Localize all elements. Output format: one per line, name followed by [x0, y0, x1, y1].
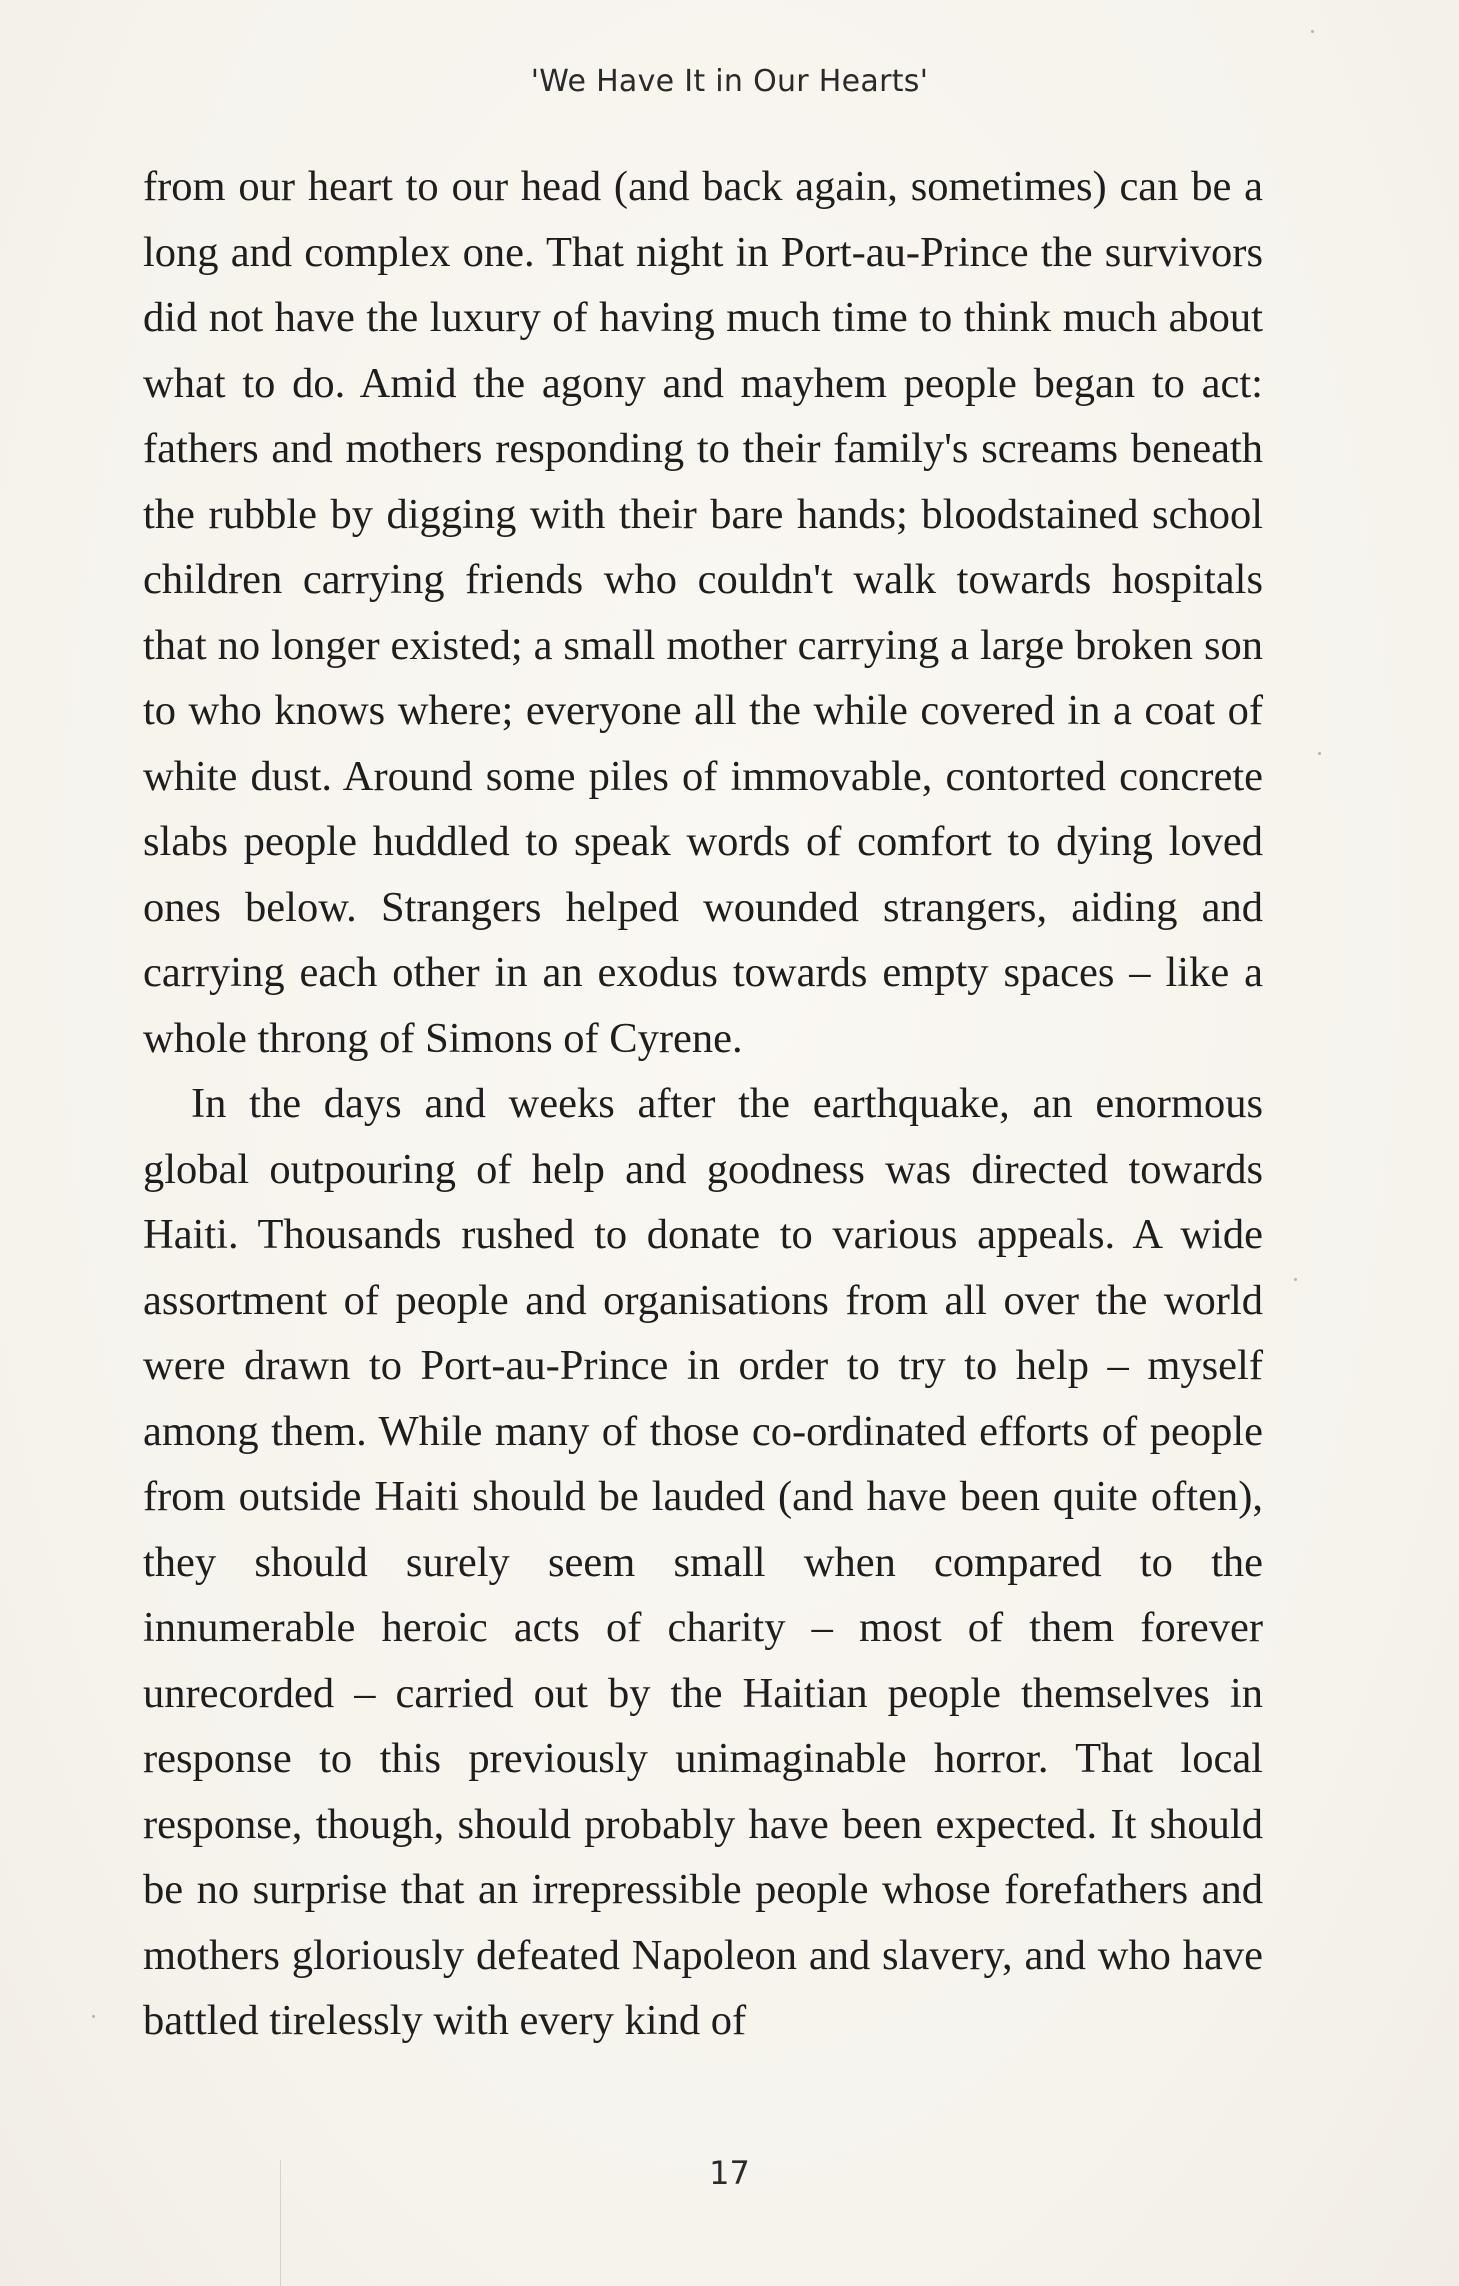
- body-text: [143, 154, 1263, 2054]
- paper-speck: [1311, 30, 1314, 33]
- paper-speck: [1294, 1278, 1297, 1281]
- paragraph-continued: from our heart to our head (and back again, sometimes) can be a long and complex one. That night in Port-au-Prince the survivors did not have the luxury of having much time to think much about what to do. Amid the agony and mayhem people began to act: fathers and mothers responding to their family's screams beneath the rubble by digging with their bare hands; bloodstained school children carrying friends who couldn't walk towards hospitals that no longer existed; a small mother carrying a large broken son to who knows where; everyone all the while covered in a coat of white dust. Around some piles of immovable, contorted concrete slabs people huddled to speak words of comfort to dying loved ones below. Strangers helped wounded strangers, aiding and carrying each other in an exodus towards empty spaces – like a whole throng of Simons of Cyrene.: [143, 163, 1263, 1062]
- paper-speck: [92, 2015, 95, 2018]
- page-number: 17: [709, 2154, 750, 2192]
- paper-speck: [1318, 752, 1321, 755]
- paragraph: In the days and weeks after the earthquake, an enormous global outpouring of help and goodness was directed towards Haiti. Thousands rushed to donate to various appeals. A wide assortment of people and organisations from all over the world were drawn to Port-au-Prince in order to try to help – myself among them. While many of those co-ordinated efforts of people from outside Haiti should be lauded (and have been quite often), they should surely seem small when compared to the innumerable heroic acts of charity – most of them forever unrecorded – carried out by the Haitian people themselves in response to this previously unimaginable horror. That local response, though, should probably have been expected. It should be no surprise that an irrepressible people whose forefathers and mothers gloriously defeated Napoleon and slavery, and who have battled tirelessly with every kind of: [143, 1080, 1263, 2044]
- page-crease: [280, 2160, 281, 2286]
- running-head: 'We Have It in Our Hearts': [530, 64, 929, 99]
